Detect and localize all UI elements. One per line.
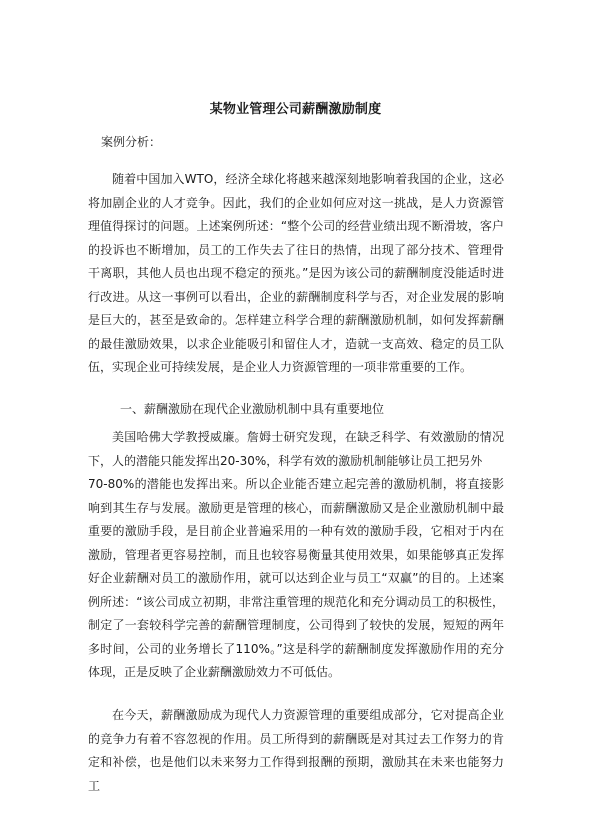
paragraph-section-1-part-b: 70-80%的潜能也发挥出来。所以企业能否建立起完善的激励机制，将直接影响到其生存与发展。激励更是管理的核心，而薪酬激励又是企业激励机制中最重要的激励手段，是目前企业普遍采用的一种有效的激励手段，它相对于内在激励，管理者更容易控制，而且也较容易衡量其使用效果，如果能够真正发挥好企业薪酬对员工的激励作用，就可以达到企业与员工“双赢”的目的。上述案例所述：“该公司成立初期，非常注重管理的规范化和充分调动员工的积极性，制定了一套较科学完善的薪酬管理制度，公司得到了较快的发展，短短的两年多时间，公司的业务增长了110%。”这是科学的薪酬制度发挥激励作用的充分体现，正是反映了企业薪酬激励效力不可低估。 [88, 477, 504, 679]
paragraph-section-1-continued: 在今天，薪酬激励成为现代人力资源管理的重要组成部分，它对提高企业的竞争力有着不容忽视的作用。员工所得到的薪酬既是对其过去工作努力的肯定和补偿，也是他们以未来努力工作得到报酬的预期，激励其在未来也能努力工 [88, 708, 504, 793]
document-title: 某物业管理公司薪酬激励制度 [209, 102, 382, 117]
paragraph-section-1 [88, 426, 504, 685]
paragraph-section-1-part-a: 美国哈佛大学教授威廉。詹姆士研究发现，在缺乏科学、有效激励的情况下，人的潜能只能发挥出20-30%，科学有效的激励机制能够让员工把另外 [88, 430, 504, 468]
paragraph-intro: 随着中国加入WTO，经济全球化将越来越深刻地影响着我国的企业，这必将加剧企业的人才竞争。因此，我们的企业如何应对这一挑战，是人力资源管理值得探讨的问题。上述案例所述：“整个公司的经营业绩出现不断滑坡，客户的投诉也不断增加，员工的工作失去了往日的热情，出现了部分技术、管理骨干离职，其他人员也出现不稳定的预兆。”是因为该公司的薪酬制度没能适时进行改进。从这一事例可以看出，企业的薪酬制度科学与否，对企业发展的影响是巨大的，甚至是致命的。怎样建立科学合理的薪酬激励机制，如何发挥薪酬的最佳激励效果，以求企业能吸引和留住人才，造就一支高效、稳定的员工队伍，实现企业可持续发展，是企业人力资源管理的一项非常重要的工作。 [88, 172, 504, 374]
section-heading-1: 一、薪酬激励在现代企业激励机制中具有重要地位 [120, 402, 385, 416]
case-analysis-label: 案例分析： [101, 135, 162, 149]
